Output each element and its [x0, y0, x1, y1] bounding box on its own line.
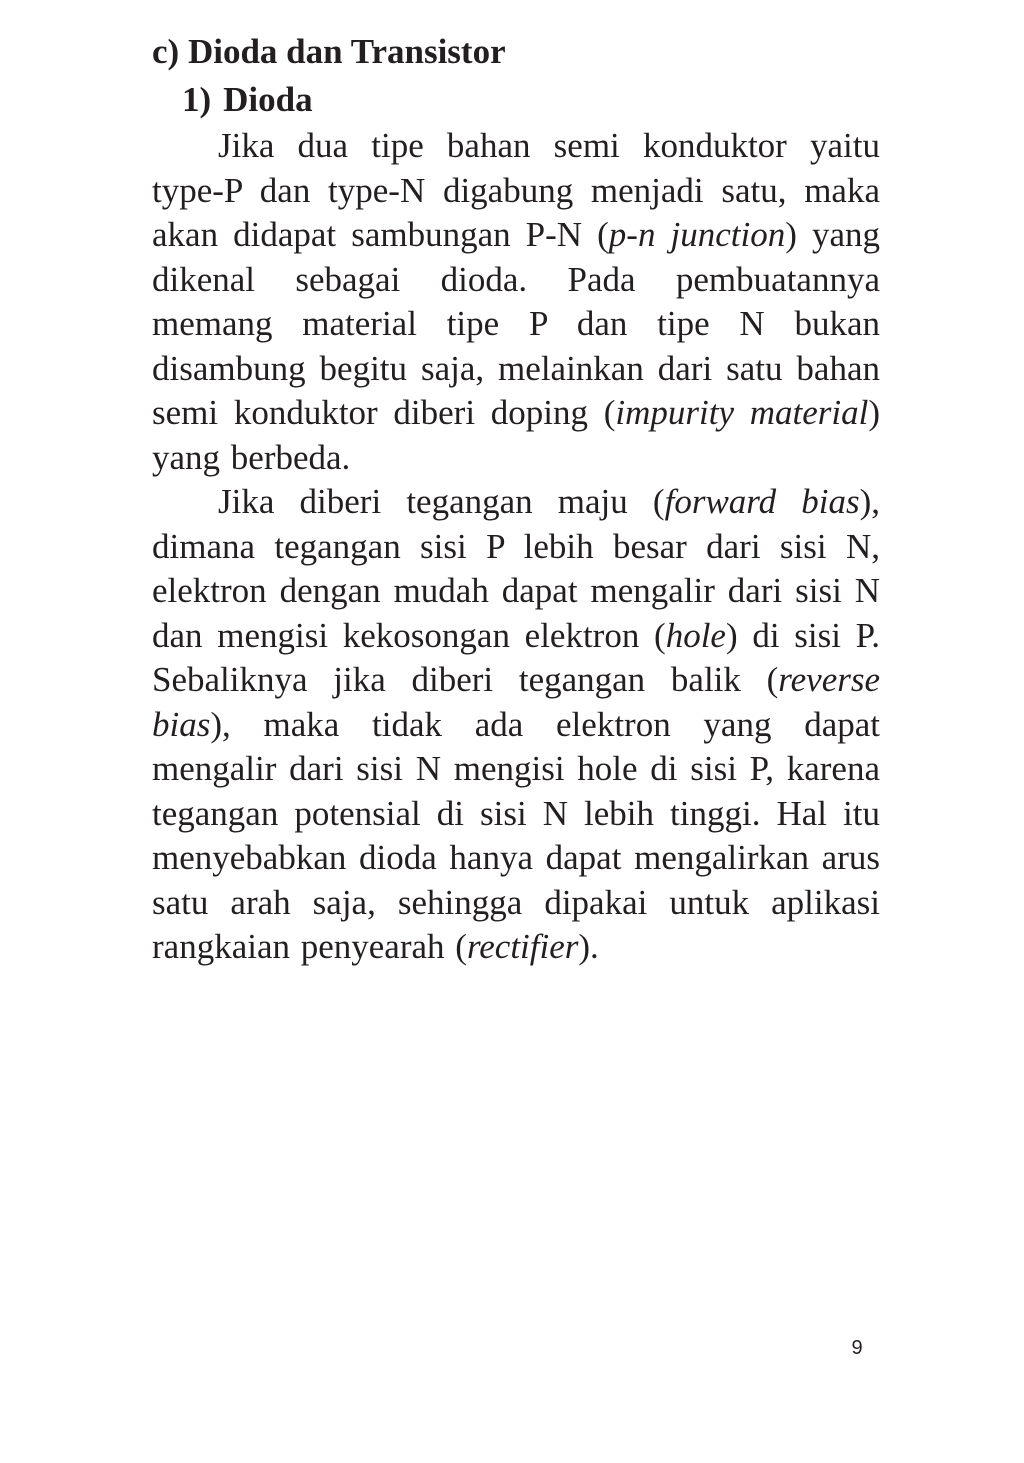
paragraph-diode-definition — [152, 124, 880, 480]
italic-term: rectifier — [466, 927, 579, 966]
subsection-label: Dioda — [223, 80, 313, 119]
section-title: c) Dioda dan Transistor — [152, 32, 506, 71]
paragraph-text: ) yang dikenal sebagai dioda. Pada pembuatannya memang material tipe P dan tipe N bukan disambung begitu saja, melainkan dari satu bahan semi konduktor diberi doping ( — [152, 215, 880, 432]
page-number: 9 — [851, 1337, 863, 1359]
paragraph-text: Jika diberi tegangan maju ( — [218, 482, 665, 521]
paragraph-text: ). — [578, 927, 599, 966]
paragraph-text: ) yang berbeda. — [152, 393, 880, 477]
italic-term: hole — [665, 615, 726, 655]
paragraph-text: ), dimana tegangan sisi P lebih besar dari sisi N, elektron dengan mudah dapat mengalir dari sisi N dan mengisi kekosongan elektron ( — [152, 482, 881, 655]
subsection-number: 1) — [182, 80, 212, 119]
paragraph-diode-bias — [152, 480, 880, 970]
italic-term: reverse bias — [152, 660, 880, 744]
italic-term: p-n junction — [608, 215, 786, 254]
subsection-title — [152, 76, 880, 124]
paragraph-text: ) di sisi P. Sebaliknya jika diberi tegangan balik ( — [152, 615, 880, 699]
italic-term: impurity material — [615, 393, 869, 432]
italic-term: forward bias — [664, 482, 860, 521]
page-content — [152, 28, 880, 970]
paragraph-text: ), maka tidak ada elektron yang dapat mengalir dari sisi N mengisi hole di sisi P, karena tegangan potensial di sisi N lebih tinggi. Hal itu menyebabkan dioda hanya dapat mengalirkan arus satu arah saja, sehingga dipakai untuk aplikasi rangkaian penyearah ( — [152, 704, 880, 966]
paragraph-text: Jika dua tipe bahan semi konduktor yaitu type-P dan type-N digabung menjadi satu, maka akan didapat sambungan P-N ( — [152, 126, 880, 254]
